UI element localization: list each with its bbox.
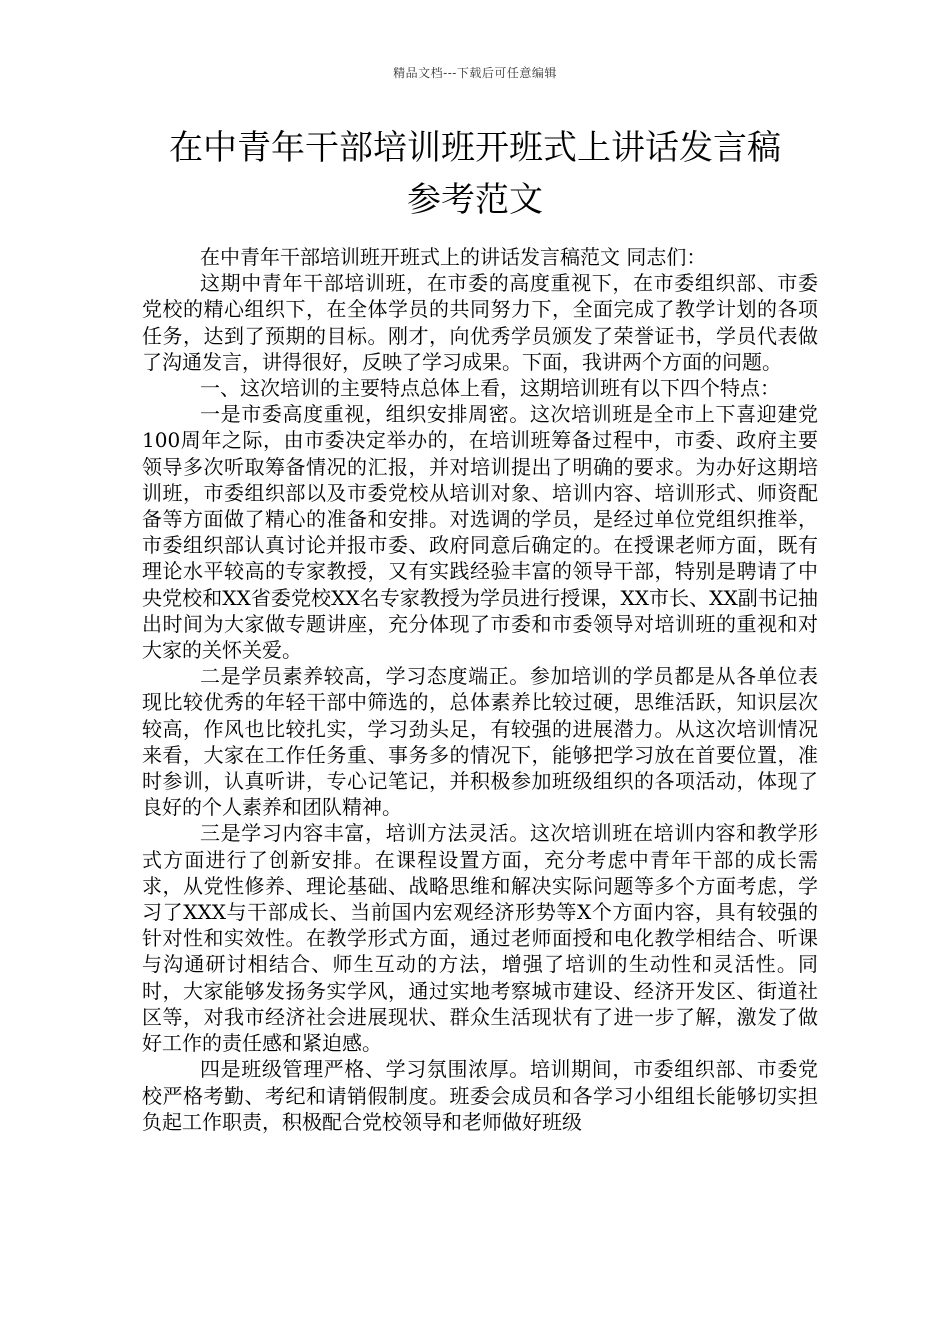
body-paragraph: 一是市委高度重视，组织安排周密。这次培训班是全市上下喜迎建党100周年之际，由市委决定举办的，在培训班筹备过程中，市委、政府主要领导多次听取筹备情况的汇报，并对培训提出了明确的要求。为办好这期培训班，市委组织部以及市委党校从培训对象、培训内容、培训形式、师资配备等方面做了精心的准备和安排。对选调的学员，是经过单位党组织推举，市委组织部认真讨论并报市委、政府同意后确定的。在授课老师方面，既有理论水平较高的专家教授，又有实践经验丰富的领导干部，特别是聘请了中央党校和XX省委党校XX名专家教授为学员进行授课，XX市长、XX副书记抽出时间为大家做专题讲座，充分体现了市委和市委领导对培训班的重视和对大家的关怀关爱。 xyxy=(142,402,818,663)
body-paragraph: 四是班级管理严格、学习氛围浓厚。培训期间，市委组织部、市委党校严格考勤、考纪和请销假制度。班委会成员和各学习小组组长能够切实担负起工作职责，积极配合党校领导和老师做好班级 xyxy=(142,1057,818,1134)
document-title-line-2: 参考范文 xyxy=(407,180,543,220)
body-paragraph: 三是学习内容丰富，培训方法灵活。这次培训班在培训内容和教学形式方面进行了创新安排。在课程设置方面，充分考虑中青年干部的成长需求，从党性修养、理论基础、战略思维和解决实际问题等多个方面考虑，学习了XXX与干部成长、当前国内宏观经济形势等X个方面内容，具有较强的针对性和实效性。在教学形式方面，通过老师面授和电化教学相结合、听课与沟通研讨相结合、师生互动的方法，增强了培训的生动性和灵活性。同时，大家能够发扬务实学风，通过实地考察城市建设、经济开发区、街道社区等，对我市经济社会进展现状、群众生活现状有了进一步了解，激发了做好工作的责任感和紧迫感。 xyxy=(142,821,818,1056)
document-title xyxy=(120,122,830,226)
document-title-line-1: 在中青年干部培训班开班式上讲话发言稿 xyxy=(169,128,781,168)
body-paragraph: 在中青年干部培训班开班式上的讲话发言稿范文 同志们： xyxy=(200,245,707,269)
body-paragraph: 二是学员素养较高，学习态度端正。参加培训的学员都是从各单位表现比较优秀的年轻干部中筛选的，总体素养比较过硬，思维活跃，知识层次较高，作风也比较扎实，学习劲头足，有较强的进展潜力。从这次培训情况来看，大家在工作任务重、事务多的情况下，能够把学习放在首要位置，准时参训，认真听讲，专心记笔记，并积极参加班级组织的各项活动，体现了良好的个人素养和团队精神。 xyxy=(142,664,818,820)
body-paragraph: 这期中青年干部培训班，在市委的高度重视下，在市委组织部、市委党校的精心组织下，在全体学员的共同努力下，全面完成了教学计划的各项任务，达到了预期的目标。刚才，向优秀学员颁发了荣誉证书，学员代表做了沟通发言，讲得很好，反映了学习成果。下面，我讲两个方面的问题。 xyxy=(142,271,818,374)
body-paragraph: 一、这次培训的主要特点总体上看，这期培训班有以下四个特点： xyxy=(200,376,780,401)
page-header-note: 精品文档---下载后可任意编辑 xyxy=(393,66,557,80)
document-body xyxy=(142,244,818,1135)
